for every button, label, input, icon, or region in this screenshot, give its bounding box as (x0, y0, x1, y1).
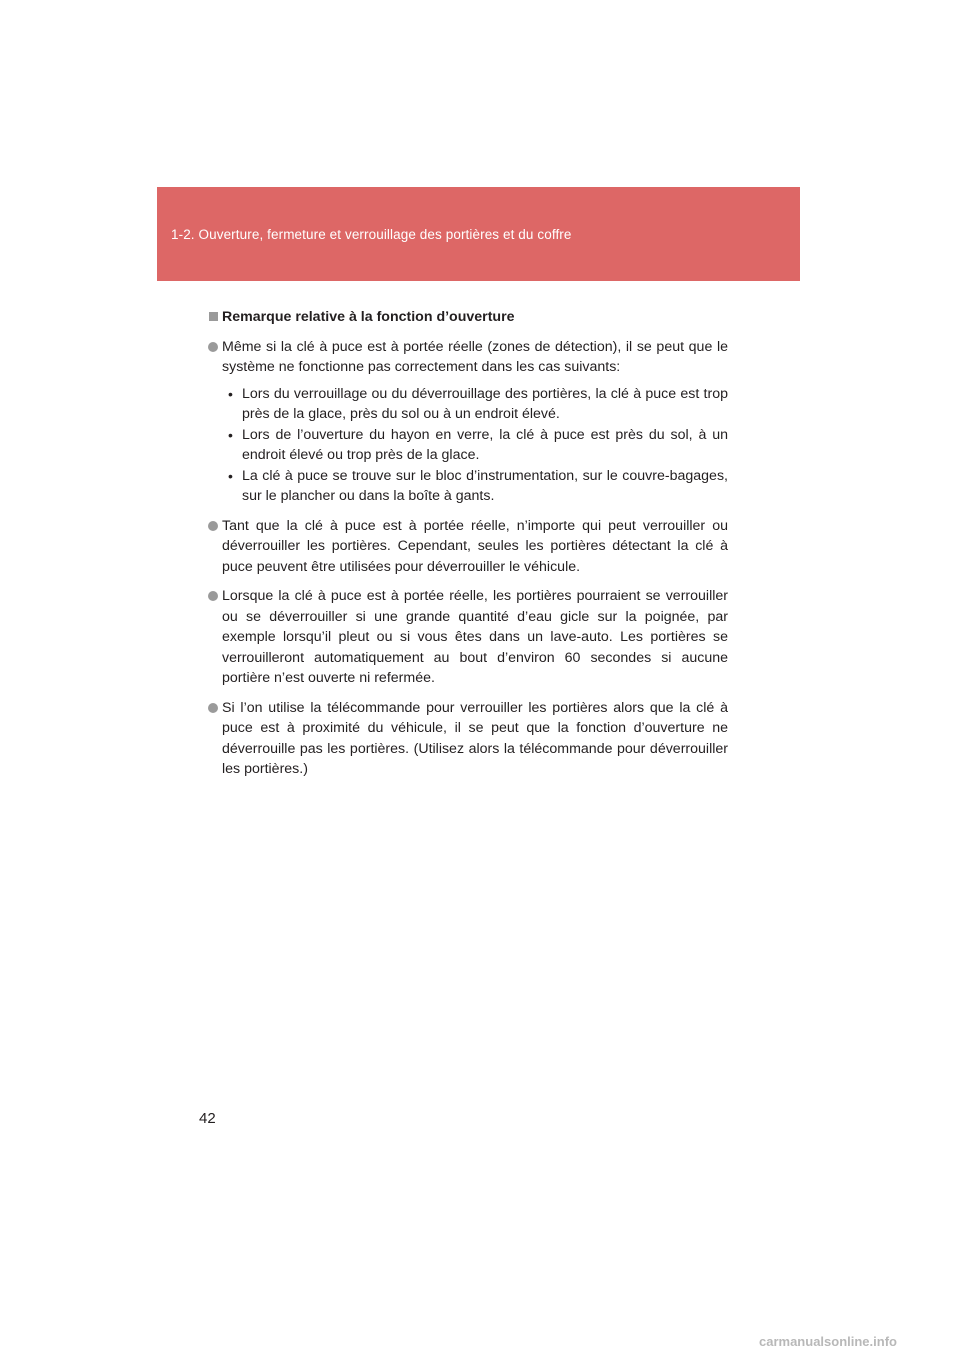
section-heading (208, 307, 728, 328)
circle-bullet-icon (208, 591, 218, 601)
circle-bullet-icon (208, 342, 218, 352)
chapter-header-band (157, 187, 800, 281)
dot-bullet-icon: • (228, 426, 233, 443)
paragraph-1 (208, 337, 728, 507)
sub-list (222, 384, 728, 507)
paragraph-text: Lorsque la clé à puce est à portée réelle, les portières pourraient se verrouiller ou se déverrouiller si une grande quantité d’eau gicle sur la poignée, par exemple lorsqu’il pleut ou si vous êtes dans un lave-auto. Les portières se verrouilleront automatiquement au bout d’environ 60 secondes si aucune portière n’est ouverte ni refermée. (222, 588, 728, 686)
sub-item-text: La clé à puce se trouve sur le bloc d’instrumentation, sur le couvre-bagages, sur le plancher ou dans la boîte à gants. (242, 467, 728, 504)
sub-item-text: Lors de l’ouverture du hayon en verre, la clé à puce est près du sol, à un endroit élevé ou trop près de la glace. (242, 426, 728, 463)
sub-list-item (222, 384, 728, 425)
paragraph-text: Tant que la clé à puce est à portée réelle, n’importe qui peut verrouiller ou déverrouiller les portières. Cependant, seules les portières détectant la clé à puce peuvent être utilisées pour déverrouiller le véhicule. (222, 517, 728, 575)
paragraph-4 (208, 698, 728, 780)
sub-list-item (222, 425, 728, 466)
paragraph-2 (208, 516, 728, 578)
dot-bullet-icon: • (228, 467, 233, 484)
square-bullet-icon (209, 312, 218, 321)
chapter-title: 1-2. Ouverture, fermeture et verrouillage des portières et du coffre (171, 227, 572, 242)
section-heading-text: Remarque relative à la fonction d’ouverture (222, 309, 515, 325)
main-content (208, 307, 728, 789)
circle-bullet-icon (208, 521, 218, 531)
dot-bullet-icon: • (228, 385, 233, 402)
page-number: 42 (199, 1110, 216, 1127)
circle-bullet-icon (208, 703, 218, 713)
watermark: carmanualsonline.info (759, 1334, 897, 1349)
paragraph-3 (208, 586, 728, 689)
sub-item-text: Lors du verrouillage ou du déverrouillage des portières, la clé à puce est trop près de la glace, près du sol ou à un endroit élevé. (242, 385, 728, 422)
paragraph-text: Même si la clé à puce est à portée réelle (zones de détection), il se peut que le système ne fonctionne pas correctement dans les cas suivants: (222, 338, 728, 375)
paragraph-text: Si l’on utilise la télécommande pour verrouiller les portières alors que la clé à puce est à proximité du véhicule, il se peut que la fonction d’ouverture ne déverrouille pas les portières. (Utilisez alors la télécommande pour déverrouiller les portières.) (222, 699, 728, 777)
sub-list-item (222, 466, 728, 507)
